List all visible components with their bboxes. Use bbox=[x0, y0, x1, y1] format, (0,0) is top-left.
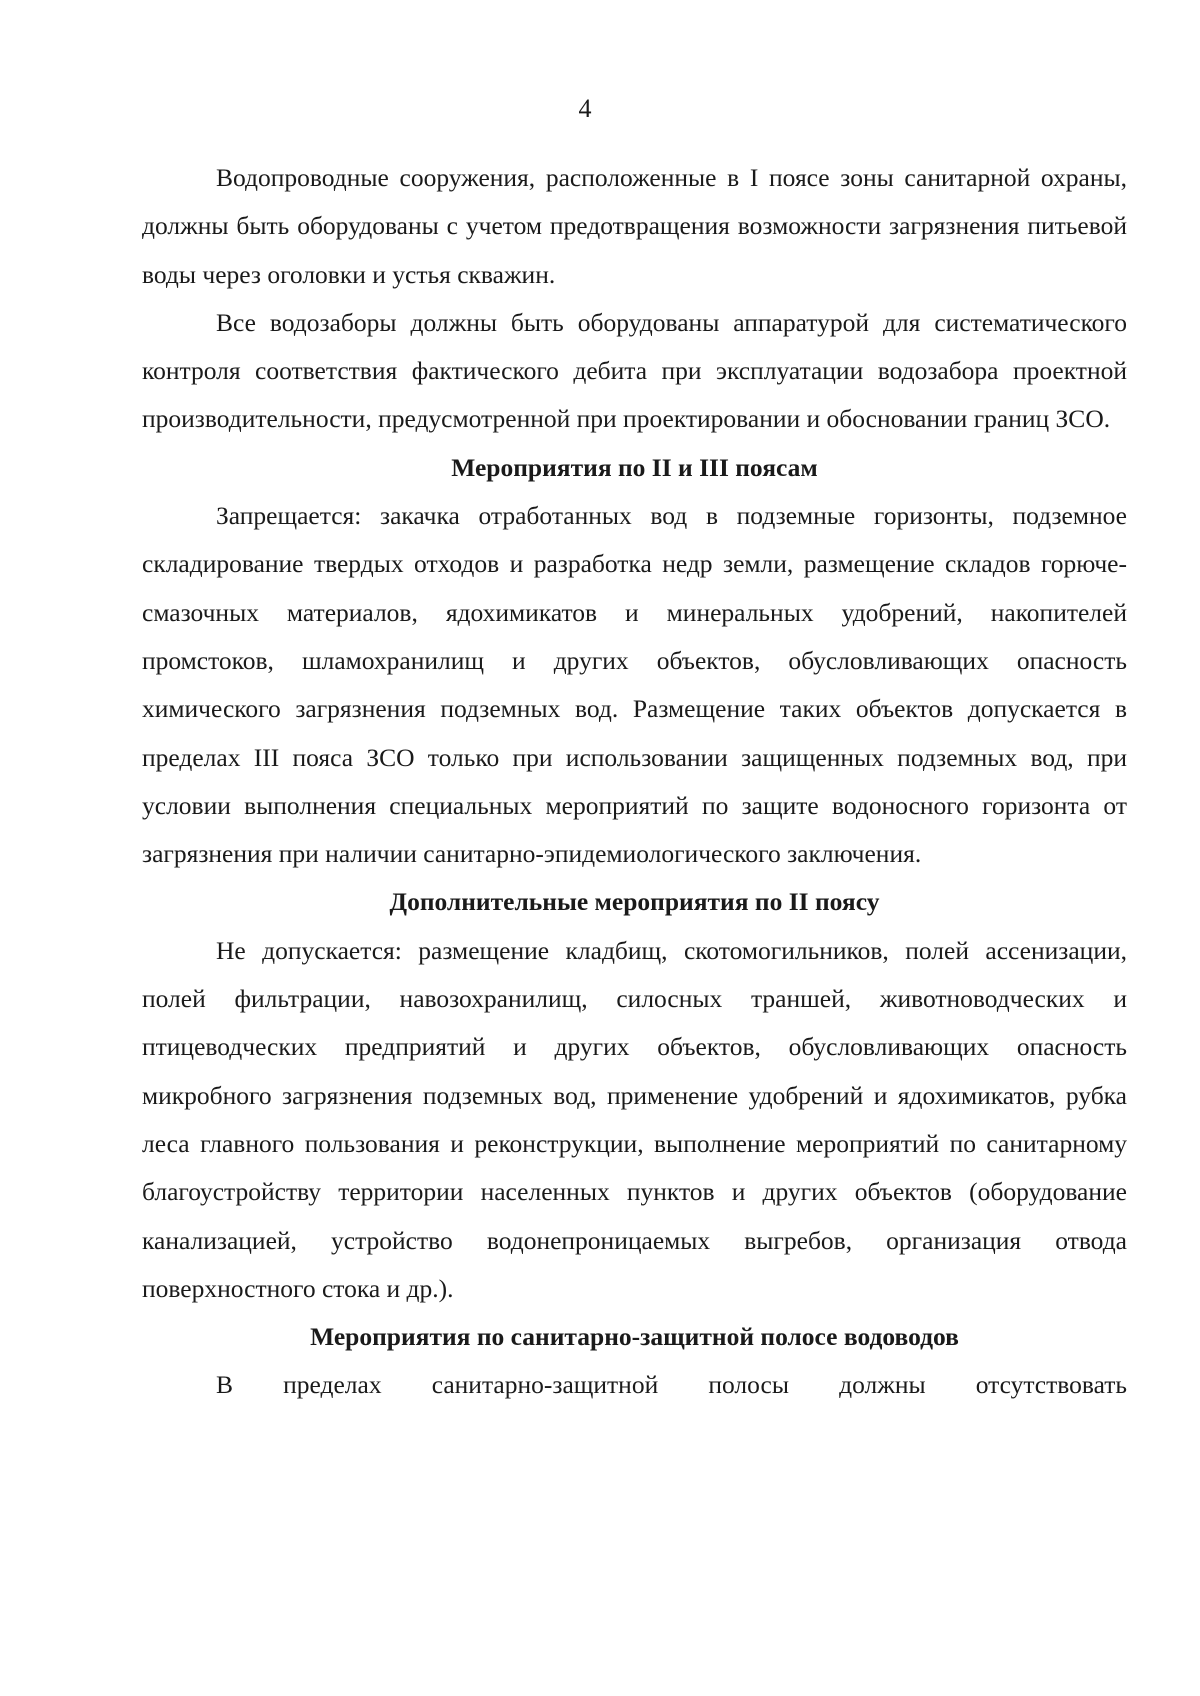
paragraph-sanitary-strip: В пределах санитарно-защитной полосы должны отсутствовать bbox=[216, 1370, 1127, 1400]
heading-zone-2-additional: Дополнительные мероприятия по II поясу bbox=[389, 887, 880, 917]
heading-sanitary-strip: Мероприятия по санитарно-защитной полосе водоводов bbox=[310, 1322, 959, 1352]
document-body bbox=[142, 154, 1127, 1410]
page-number: 4 bbox=[578, 94, 592, 123]
heading-zones-2-3: Мероприятия по II и III поясам bbox=[451, 452, 818, 482]
paragraph-water-structures: Водопроводные сооружения, расположенные в I поясе зоны санитарной охраны, должны быть оборудованы с учетом предотвращения возможности загрязнения питьевой воды через оголовки и устья скважин. bbox=[142, 163, 1127, 289]
paragraph-water-intakes: Все водозаборы должны быть оборудованы аппаратурой для систематического контроля соответствия фактического дебита при эксплуатации водозабора проектной производительности, предусмотренной при проектировании и обосновании границ ЗСО. bbox=[142, 307, 1127, 434]
paragraph-prohibited: Запрещается: закачка отработанных вод в подземные горизонты, подземное складирование твердых отходов и разработка недр земли, размещение складов горюче-смазочных материалов, ядохимикатов и минеральных удобрений, накопителей промстоков, шламохранилищ и других объектов, обусловливающих опасность химического загрязнения подземных вод. Размещение таких объектов допускается в пределах III пояса ЗСО только при использовании защищенных подземных вод, при условии выполнения специальных мероприятий по защите водоносного горизонта от загрязнения при наличии санитарно-эпидемиологического заключения. bbox=[142, 501, 1127, 869]
paragraph-not-allowed: Не допускается: размещение кладбищ, скотомогильников, полей ассенизации, полей фильтрации, навозохранилищ, силосных траншей, животноводческих и птицеводческих предприятий и других объектов, обусловливающих опасность микробного загрязнения подземных вод, применение удобрений и ядохимикатов, рубка леса главного пользования и реконструкции, выполнение мероприятий по санитарному благоустройству территории населенных пунктов и других объектов (оборудование канализацией, устройство водонепроницаемых выгребов, организация отвода поверхностного стока и др.). bbox=[142, 935, 1127, 1303]
